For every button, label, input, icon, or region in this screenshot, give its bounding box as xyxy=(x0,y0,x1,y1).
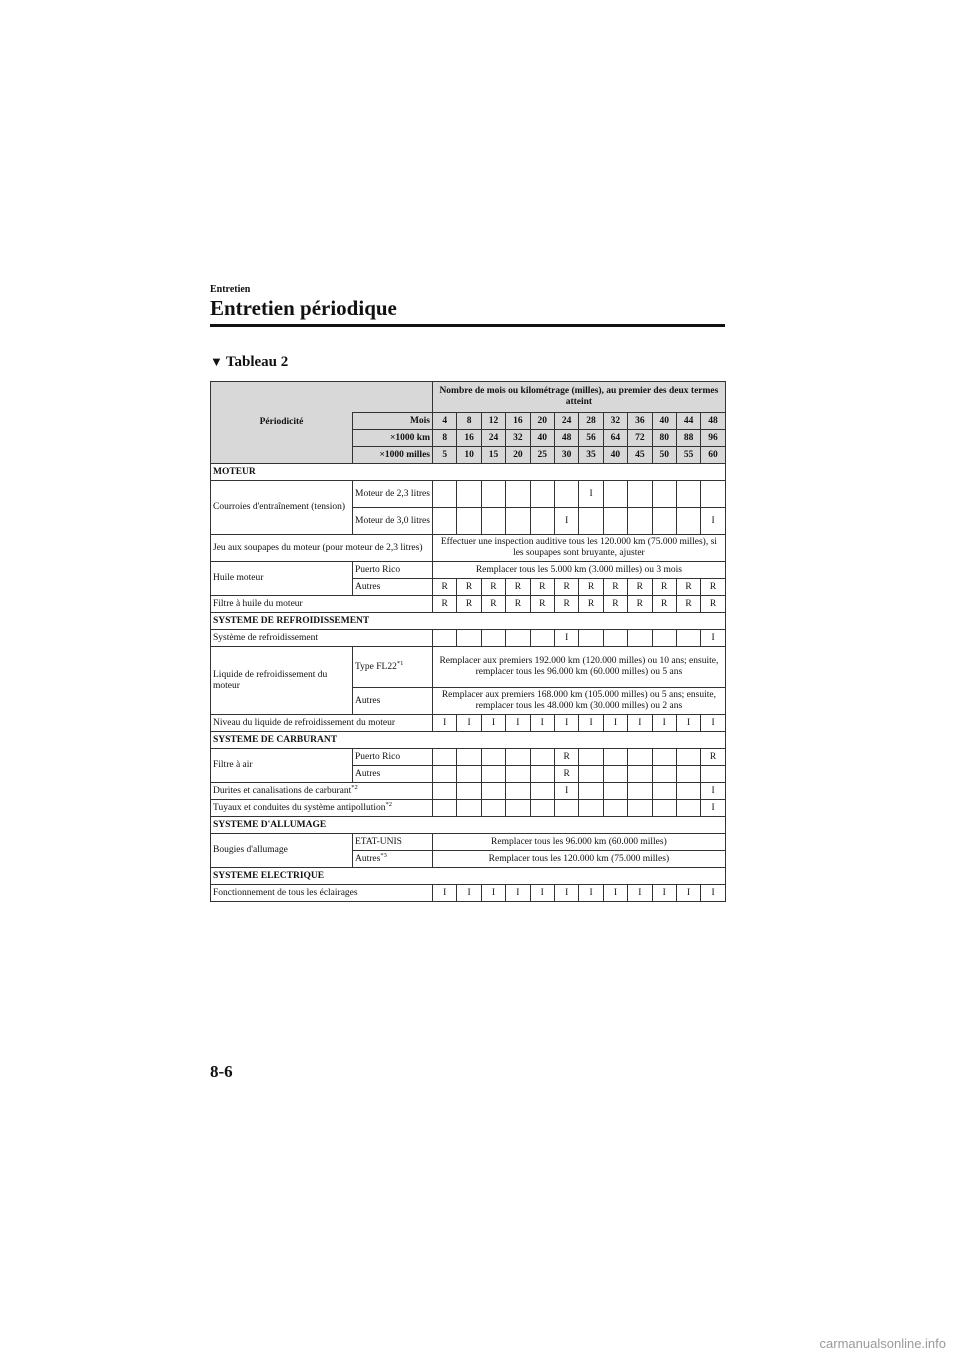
huile-autres-cell: R xyxy=(481,579,505,596)
eclairages-cell: I xyxy=(481,885,505,902)
filtre-air-autres-cell xyxy=(457,766,481,783)
tuyaux-cell xyxy=(676,800,700,817)
footnote-ref: *2 xyxy=(385,800,392,808)
eclairages-cell: I xyxy=(506,885,530,902)
durites-cell xyxy=(628,783,652,800)
courroies-23-cell xyxy=(603,481,627,508)
tuyaux-cell xyxy=(603,800,627,817)
eclairages-cell: I xyxy=(530,885,554,902)
eclairages-cell: I xyxy=(701,885,725,902)
courroies-30-cell xyxy=(628,508,652,535)
table-row xyxy=(211,481,726,508)
courroies-30-cell xyxy=(481,508,505,535)
courroies-23-cell xyxy=(433,481,457,508)
systeme-refroid-cell xyxy=(457,630,481,647)
filtre-air-pr-cell xyxy=(433,749,457,766)
courroies-23-cell xyxy=(701,481,725,508)
tuyaux-cell xyxy=(554,800,578,817)
row-label: Filtre à air xyxy=(211,749,353,783)
durites-cell xyxy=(457,783,481,800)
filtre-air-autres-cell xyxy=(433,766,457,783)
filtre-air-autres-cell xyxy=(579,766,603,783)
courroies-30-cell xyxy=(530,508,554,535)
niveau-cell: I xyxy=(530,715,554,732)
durites-cell: I xyxy=(701,783,725,800)
filtre-air-autres-cell xyxy=(652,766,676,783)
huile-autres-cell: R xyxy=(676,579,700,596)
interval-miles-cell: 10 xyxy=(457,447,481,464)
interval-miles-cell: 40 xyxy=(603,447,627,464)
interval-km-cell: 80 xyxy=(652,430,676,447)
durites-cell xyxy=(481,783,505,800)
section-row-allumage xyxy=(211,817,726,834)
courroies-23-cell xyxy=(530,481,554,508)
section-heading: SYSTEME DE CARBURANT xyxy=(211,732,726,749)
eclairages-cell: I xyxy=(676,885,700,902)
niveau-cell: I xyxy=(701,715,725,732)
section-heading: SYSTEME ELECTRIQUE xyxy=(211,868,726,885)
filtre-air-autres-cell xyxy=(530,766,554,783)
maintenance-table xyxy=(210,381,726,902)
niveau-cell: I xyxy=(554,715,578,732)
filtre-air-pr-cell xyxy=(506,749,530,766)
section-row-refroidissement xyxy=(211,613,726,630)
systeme-refroid-cell: I xyxy=(701,630,725,647)
watermark[interactable]: carmanualsonline.info xyxy=(819,1336,946,1351)
row-sublabel-text: Type FL22 xyxy=(355,661,397,672)
interval-km-cell: 64 xyxy=(603,430,627,447)
row-sublabel: ETAT-UNIS xyxy=(353,834,433,851)
row-sublabel: Autres xyxy=(353,579,433,596)
filtre-huile-cell: R xyxy=(676,596,700,613)
huile-autres-cell: R xyxy=(603,579,627,596)
courroies-30-cell: I xyxy=(701,508,725,535)
interval-miles-cell: 5 xyxy=(433,447,457,464)
filtre-air-pr-cell xyxy=(603,749,627,766)
tuyaux-cell xyxy=(628,800,652,817)
tuyaux-cell: I xyxy=(701,800,725,817)
durites-cell xyxy=(433,783,457,800)
systeme-refroid-cell xyxy=(676,630,700,647)
section-label: Entretien xyxy=(210,284,251,295)
row-sublabel: Autres xyxy=(353,766,433,783)
row-sublabel: Autres xyxy=(353,688,433,715)
row-note: Remplacer tous les 96.000 km (60.000 milles) xyxy=(433,834,726,851)
filtre-huile-cell: R xyxy=(481,596,505,613)
filtre-air-autres-cell xyxy=(628,766,652,783)
row-label-text: Tuyaux et conduites du système antipollution xyxy=(213,802,386,813)
page-number: 8-6 xyxy=(210,1062,233,1081)
interval-months-cell: 12 xyxy=(481,413,505,430)
courroies-23-cell xyxy=(506,481,530,508)
eclairages-cell: I xyxy=(457,885,481,902)
row-sublabel: Moteur de 3,0 litres xyxy=(353,508,433,535)
interval-km-cell: 32 xyxy=(506,430,530,447)
courroies-23-cell xyxy=(652,481,676,508)
tuyaux-cell xyxy=(481,800,505,817)
filtre-huile-cell: R xyxy=(457,596,481,613)
section-row-carburant xyxy=(211,732,726,749)
periodicity-header: Périodicité xyxy=(211,382,353,464)
systeme-refroid-cell xyxy=(481,630,505,647)
footnote-ref: *2 xyxy=(351,783,358,791)
niveau-cell: I xyxy=(579,715,603,732)
filtre-air-autres-cell xyxy=(506,766,530,783)
interval-months-label: Mois xyxy=(353,413,433,430)
courroies-30-cell xyxy=(579,508,603,535)
interval-months-cell: 48 xyxy=(701,413,725,430)
interval-miles-cell: 55 xyxy=(676,447,700,464)
filtre-air-autres-cell xyxy=(603,766,627,783)
durites-cell xyxy=(579,783,603,800)
section-heading: SYSTEME D'ALLUMAGE xyxy=(211,817,726,834)
tuyaux-cell xyxy=(506,800,530,817)
caption-spacer xyxy=(353,382,433,413)
row-label: Bougies d'allumage xyxy=(211,834,353,868)
interval-miles-label: ×1000 milles xyxy=(353,447,433,464)
systeme-refroid-cell xyxy=(530,630,554,647)
interval-km-cell: 96 xyxy=(701,430,725,447)
interval-km-cell: 72 xyxy=(628,430,652,447)
row-label xyxy=(211,783,433,800)
row-note: Effectuer une inspection auditive tous les 120.000 km (75.000 milles), si les soupapes sont bruyante, ajuster xyxy=(433,535,726,562)
systeme-refroid-cell xyxy=(579,630,603,647)
interval-miles-cell: 35 xyxy=(579,447,603,464)
filtre-air-pr-cell xyxy=(579,749,603,766)
row-label: Courroies d'entraînement (tension) xyxy=(211,481,353,535)
interval-km-cell: 8 xyxy=(433,430,457,447)
table-row xyxy=(211,800,726,817)
courroies-23-cell xyxy=(457,481,481,508)
courroies-23-cell xyxy=(628,481,652,508)
interval-miles-cell: 50 xyxy=(652,447,676,464)
row-note: Remplacer tous les 120.000 km (75.000 milles) xyxy=(433,851,726,868)
tuyaux-cell xyxy=(530,800,554,817)
triangle-down-icon: ▼ xyxy=(210,354,223,369)
table-row xyxy=(211,834,726,851)
interval-miles-cell: 60 xyxy=(701,447,725,464)
systeme-refroid-cell xyxy=(603,630,627,647)
courroies-30-cell xyxy=(506,508,530,535)
filtre-air-pr-cell xyxy=(652,749,676,766)
tuyaux-cell xyxy=(457,800,481,817)
filtre-air-pr-cell: R xyxy=(701,749,725,766)
interval-months-cell: 28 xyxy=(579,413,603,430)
durites-cell xyxy=(652,783,676,800)
row-label: Filtre à huile du moteur xyxy=(211,596,433,613)
interval-km-cell: 56 xyxy=(579,430,603,447)
huile-autres-cell: R xyxy=(433,579,457,596)
interval-km-cell: 48 xyxy=(554,430,578,447)
interval-miles-cell: 30 xyxy=(554,447,578,464)
interval-months-cell: 16 xyxy=(506,413,530,430)
page-title: Entretien périodique xyxy=(210,296,397,320)
niveau-cell: I xyxy=(506,715,530,732)
systeme-refroid-cell xyxy=(652,630,676,647)
durites-cell xyxy=(530,783,554,800)
interval-caption: Nombre de mois ou kilométrage (milles), au premier des deux termes atteint xyxy=(433,382,726,413)
filtre-huile-cell: R xyxy=(433,596,457,613)
durites-cell xyxy=(603,783,627,800)
interval-months-cell: 8 xyxy=(457,413,481,430)
filtre-air-autres-cell xyxy=(701,766,725,783)
header-row-caption xyxy=(211,382,726,413)
courroies-30-cell: I xyxy=(554,508,578,535)
interval-miles-cell: 20 xyxy=(506,447,530,464)
filtre-huile-cell: R xyxy=(628,596,652,613)
niveau-cell: I xyxy=(457,715,481,732)
row-sublabel xyxy=(353,851,433,868)
row-label: Huile moteur xyxy=(211,562,353,596)
interval-miles-cell: 25 xyxy=(530,447,554,464)
filtre-huile-cell: R xyxy=(530,596,554,613)
row-label: Niveau du liquide de refroidissement du moteur xyxy=(211,715,433,732)
row-label: Liquide de refroidissement du moteur xyxy=(211,647,353,715)
row-note: Remplacer aux premiers 168.000 km (105.000 milles) ou 5 ans; ensuite, remplacer tous les 48.000 km (30.000 milles) ou 2 ans xyxy=(433,688,726,715)
table-row xyxy=(211,885,726,902)
interval-months-cell: 44 xyxy=(676,413,700,430)
eclairages-cell: I xyxy=(652,885,676,902)
row-label-text: Durites et canalisations de carburant xyxy=(213,785,352,796)
row-label: Jeu aux soupapes du moteur (pour moteur de 2,3 litres) xyxy=(211,535,433,562)
row-sublabel: Moteur de 2,3 litres xyxy=(353,481,433,508)
eclairages-cell: I xyxy=(433,885,457,902)
durites-cell: I xyxy=(554,783,578,800)
huile-autres-cell: R xyxy=(579,579,603,596)
table-row xyxy=(211,783,726,800)
interval-miles-cell: 45 xyxy=(628,447,652,464)
interval-km-cell: 24 xyxy=(481,430,505,447)
filtre-air-pr-cell xyxy=(530,749,554,766)
row-sublabel: Puerto Rico xyxy=(353,749,433,766)
table-row xyxy=(211,630,726,647)
filtre-air-autres-cell xyxy=(481,766,505,783)
interval-months-cell: 40 xyxy=(652,413,676,430)
tuyaux-cell xyxy=(579,800,603,817)
huile-autres-cell: R xyxy=(506,579,530,596)
huile-autres-cell: R xyxy=(530,579,554,596)
niveau-cell: I xyxy=(652,715,676,732)
niveau-cell: I xyxy=(603,715,627,732)
systeme-refroid-cell xyxy=(506,630,530,647)
tuyaux-cell xyxy=(652,800,676,817)
niveau-cell: I xyxy=(676,715,700,732)
table-heading-text: Tableau 2 xyxy=(225,354,289,370)
filtre-air-pr-cell xyxy=(628,749,652,766)
interval-months-cell: 32 xyxy=(603,413,627,430)
eclairages-cell: I xyxy=(579,885,603,902)
systeme-refroid-cell xyxy=(433,630,457,647)
filtre-huile-cell: R xyxy=(701,596,725,613)
filtre-air-autres-cell xyxy=(676,766,700,783)
interval-months-cell: 24 xyxy=(554,413,578,430)
filtre-huile-cell: R xyxy=(554,596,578,613)
section-heading: MOTEUR xyxy=(211,464,726,481)
filtre-huile-cell: R xyxy=(506,596,530,613)
systeme-refroid-cell xyxy=(628,630,652,647)
filtre-huile-cell: R xyxy=(579,596,603,613)
courroies-30-cell xyxy=(603,508,627,535)
table-row xyxy=(211,647,726,688)
courroies-30-cell xyxy=(457,508,481,535)
durites-cell xyxy=(506,783,530,800)
interval-km-label: ×1000 km xyxy=(353,430,433,447)
table-row xyxy=(211,749,726,766)
footnote-ref: *1 xyxy=(396,659,404,667)
systeme-refroid-cell: I xyxy=(554,630,578,647)
interval-months-cell: 36 xyxy=(628,413,652,430)
table-row xyxy=(211,715,726,732)
section-heading: SYSTEME DE REFROIDISSEMENT xyxy=(211,613,726,630)
table-row xyxy=(211,562,726,579)
row-sublabel xyxy=(353,647,433,688)
courroies-23-cell xyxy=(554,481,578,508)
title-divider xyxy=(210,324,725,327)
row-label: Fonctionnement de tous les éclairages xyxy=(211,885,433,902)
row-note: Remplacer tous les 5.000 km (3.000 milles) ou 3 mois xyxy=(433,562,726,579)
filtre-huile-cell: R xyxy=(652,596,676,613)
interval-km-cell: 88 xyxy=(676,430,700,447)
interval-months-cell: 4 xyxy=(433,413,457,430)
niveau-cell: I xyxy=(481,715,505,732)
filtre-air-pr-cell xyxy=(676,749,700,766)
table-heading xyxy=(210,354,288,371)
courroies-30-cell xyxy=(652,508,676,535)
huile-autres-cell: R xyxy=(628,579,652,596)
row-sublabel-text: Autres xyxy=(355,853,381,864)
row-label: Système de refroidissement xyxy=(211,630,433,647)
row-note: Remplacer aux premiers 192.000 km (120.000 milles) ou 10 ans; ensuite, remplacer tous les 96.000 km (60.000 milles) ou 5 ans xyxy=(433,647,726,688)
filtre-air-pr-cell: R xyxy=(554,749,578,766)
niveau-cell: I xyxy=(628,715,652,732)
eclairages-cell: I xyxy=(554,885,578,902)
courroies-30-cell xyxy=(676,508,700,535)
niveau-cell: I xyxy=(433,715,457,732)
tuyaux-cell xyxy=(433,800,457,817)
huile-autres-cell: R xyxy=(701,579,725,596)
table-row xyxy=(211,535,726,562)
row-sublabel: Puerto Rico xyxy=(353,562,433,579)
courroies-23-cell: I xyxy=(579,481,603,508)
interval-months-cell: 20 xyxy=(530,413,554,430)
filtre-huile-cell: R xyxy=(603,596,627,613)
footnote-ref: *3 xyxy=(380,851,387,859)
section-row-electrique xyxy=(211,868,726,885)
eclairages-cell: I xyxy=(628,885,652,902)
row-label xyxy=(211,800,433,817)
courroies-23-cell xyxy=(676,481,700,508)
filtre-air-pr-cell xyxy=(457,749,481,766)
interval-km-cell: 40 xyxy=(530,430,554,447)
huile-autres-cell: R xyxy=(554,579,578,596)
eclairages-cell: I xyxy=(603,885,627,902)
table-row xyxy=(211,596,726,613)
huile-autres-cell: R xyxy=(652,579,676,596)
courroies-30-cell xyxy=(433,508,457,535)
interval-km-cell: 16 xyxy=(457,430,481,447)
filtre-air-autres-cell: R xyxy=(554,766,578,783)
courroies-23-cell xyxy=(481,481,505,508)
filtre-air-pr-cell xyxy=(481,749,505,766)
interval-miles-cell: 15 xyxy=(481,447,505,464)
section-row-moteur xyxy=(211,464,726,481)
huile-autres-cell: R xyxy=(457,579,481,596)
durites-cell xyxy=(676,783,700,800)
